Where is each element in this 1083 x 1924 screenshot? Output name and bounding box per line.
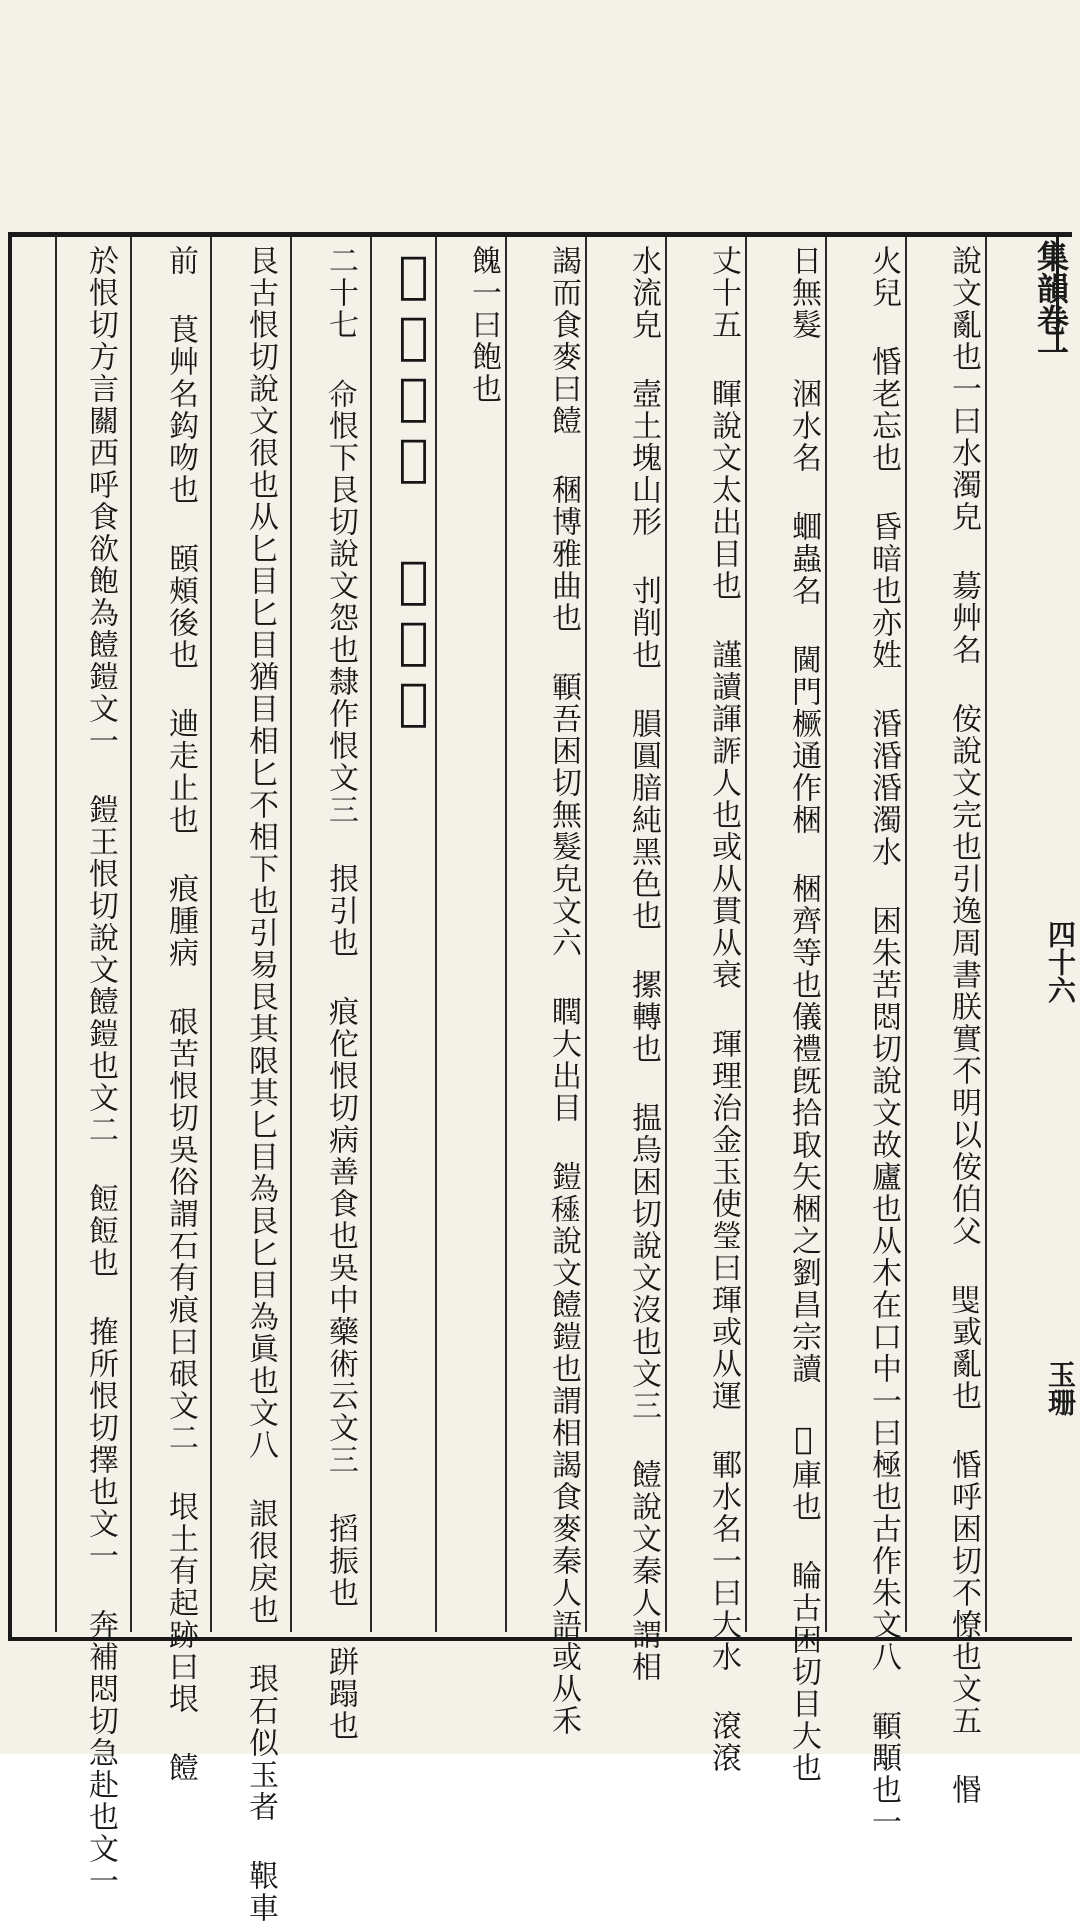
column-rule [55,237,57,1632]
text-column: 餽一曰飽也 [466,245,501,405]
column-rule [825,237,827,1632]
column-rule [505,237,507,1632]
text-column: 𢵡元戲也 諢弄言 [384,245,443,733]
text-column: 於恨切方言關西呼食欲飽為饐鎧文一 鎧王恨切說文饐鎧也文二 餖餖也 搉所恨切擇也文一 奔補悶切急赴也文一 [83,245,118,1897]
column-rule [905,237,907,1632]
text-column: 日無髮 涃水名 蜖蟲名 閫門橛通作梱 梱齊等也儀禮旣拾取矢梱之劉昌宗讀 𡨕庫也 睔古困切目大也 [786,245,821,1784]
volume-label: 集韻卷一 [1032,240,1070,368]
text-column: 水流皃 壼土塊山形 刌削也 䐣圓腤純黑色也 摞轉也 揾烏困切說文沒也文三 饐說文秦人謂相 [626,245,661,1683]
column-rule [585,237,587,1632]
column-rule [665,237,667,1632]
column-rule [370,237,372,1632]
text-column: 二十七 𢘈恨下艮切說文怨也隸作恨文三 拫引也 痕佗恨切病善食也吳中藥術云文三 搯振也 跰蹋也 [323,245,358,1742]
text-column: 火兒 惛老忘也 昏暗也亦姓 涽涽涽濁水 困朱苦悶切說文故廬也从木在口中一曰極也古作朱文八 顐顒也一 [866,245,901,1838]
edge-mark: 玉珊 [1044,1360,1077,1416]
text-column: 艮古恨切說文很也从匕目匕目猶目相匕不相下也引易艮其限其匕目為艮匕目為眞也文八 詪很戾也 珢石似玉者 鞎車 [243,245,278,1924]
text-column: 說文亂也一曰水濁皃 𦳝艸名 侒說文完也引逸周書朕實不明以侒伯父 𢧮戜亂也 惛呼困切不憭也文五 惽 [946,245,981,1806]
page-marker: 四十六 [1044,920,1077,1004]
column-rule [290,237,292,1632]
column-rule [210,237,212,1632]
column-rule [745,237,747,1632]
column-rule [130,237,132,1632]
text-column: 謁而食麥曰饐 稛博雅曲也 顐吾困切無髮皃文六 瞤大出目 鎧𥢰說文饐鎧也謂相謁食麥秦人語或从禾 [546,245,581,1737]
column-rule [985,237,987,1632]
text-column: 前 茛艸名鈎吻也 頣頰後也 䢗走止也 痕腫病 硍苦恨切吳俗謂石有痕曰硍文二 垠土有起跡曰垠 饐 [163,245,198,1784]
text-column: 丈十五 睴說文太出目也 謹讀諢𧨊人也或从貫从衰 琿理治金玉使瑩曰琿或从運 鄆水名一曰大水 滾滾 [706,245,741,1774]
